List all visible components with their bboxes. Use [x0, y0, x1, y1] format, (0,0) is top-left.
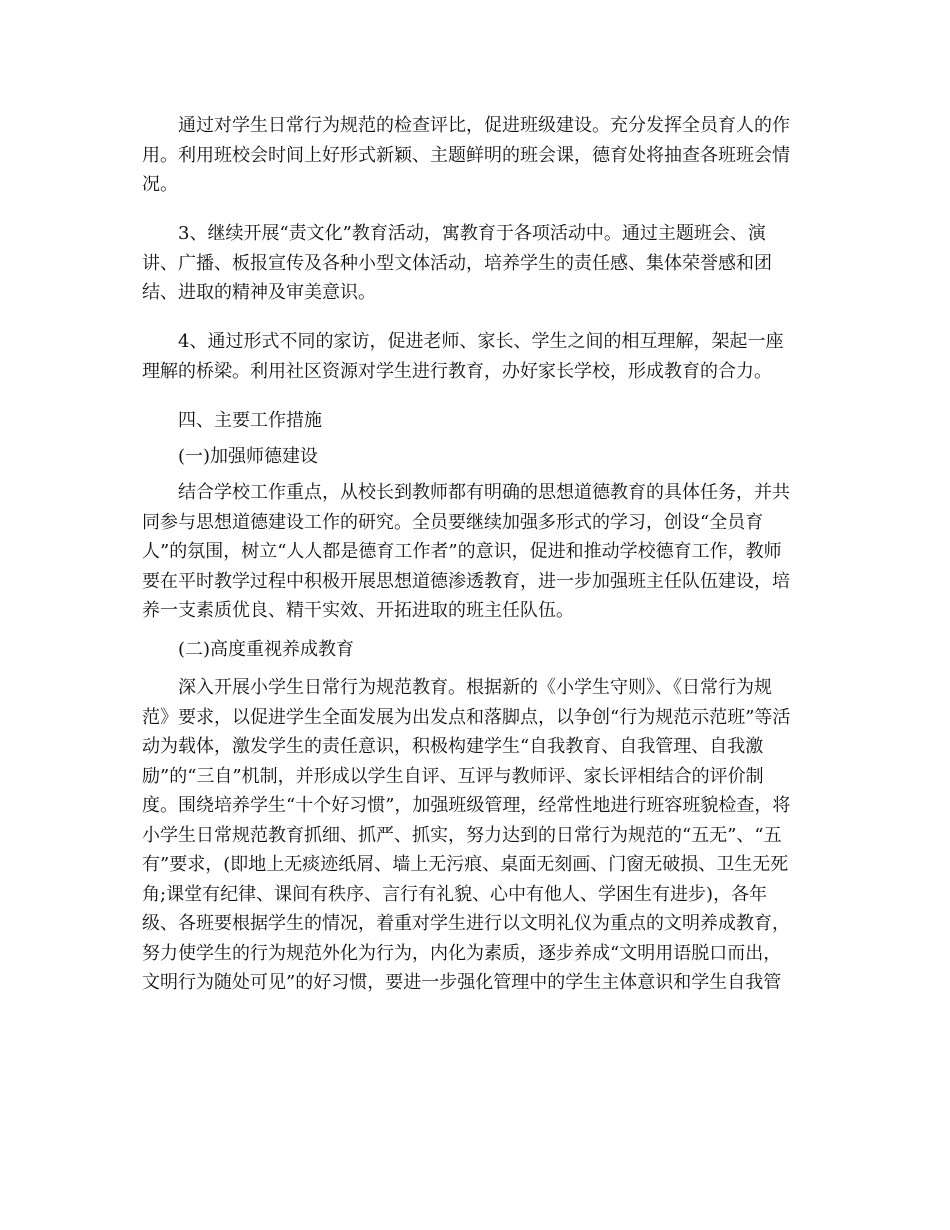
subsection-heading: (一)加强师德建设	[178, 446, 319, 467]
text-line: 角;课堂有纪律、课间有秩序、言行有礼貌、心中有他人、学困生有进步)，各年	[142, 884, 768, 905]
text-line: 励”的“三自”机制，并形成以学生自评、互评与教师评、家长评相结合的评价制	[142, 766, 764, 787]
text-line: 人”的氛围，树立“人人都是德育工作者”的意识，促进和推动学校德育工作，教师	[142, 541, 782, 562]
text-line: 有”要求，(即地上无痰迹纸屑、墙上无污痕、桌面无刻画、门窗无破损、卫生无死	[142, 854, 789, 875]
subsection-heading: (二)高度重视养成教育	[178, 639, 355, 660]
text-line: 同参与思想道德建设工作的研究。全员要继续加强多形式的学习，创设“全员育	[142, 512, 764, 533]
text-line: 文明行为随处可见”的好习惯，要进一步强化管理中的学生主体意识和学生自我管	[142, 972, 782, 993]
text-line: 用。利用班校会时间上好形式新颖、主题鲜明的班会课，德育处将抽查各班班会情	[142, 145, 790, 166]
text-line: 结合学校工作重点，从校长到教师都有明确的思想道德教育的具体任务，并共	[178, 482, 790, 503]
text-line: 养一支素质优良、精干实效、开拓进取的班主任队伍。	[142, 600, 574, 621]
text-line: 结、进取的精神及审美意识。	[142, 282, 376, 303]
text-line: 动为载体，激发学生的责任意识，积极构建学生“自我教育、自我管理、自我激	[142, 736, 764, 757]
text-line: 要在平时教学过程中积极开展思想道德渗透教育，进一步加强班主任队伍建设，培	[142, 571, 790, 592]
section-heading: 四、主要工作措施	[178, 410, 322, 431]
text-line: 况。	[142, 174, 178, 195]
text-line: 努力使学生的行为规范外化为行为，内化为素质，逐步养成“文明用语脱口而出，	[142, 943, 782, 964]
text-line: 3、继续开展“责文化”教育活动，寓教育于各项活动中。通过主题班会、演	[178, 223, 766, 244]
text-line: 4、通过形式不同的家访，促进老师、家长、学生之间的相互理解，架起一座	[178, 331, 784, 352]
text-line: 级、各班要根据学生的情况，着重对学生进行以文明礼仪为重点的文明养成教育，	[142, 913, 790, 934]
text-line: 深入开展小学生日常行为规范教育。根据新的《小学生守则》、《日常行为规	[178, 677, 772, 698]
text-line: 讲、广播、板报宣传及各种小型文体活动，培养学生的责任感、集体荣誉感和团	[142, 253, 772, 274]
text-line: 通过对学生日常行为规范的检查评比，促进班级建设。充分发挥全员育人的作	[178, 115, 790, 136]
text-line: 小学生日常规范教育抓细、抓严、抓实，努力达到的日常行为规范的“五无”、“五	[142, 825, 782, 846]
text-line: 范》要求，以促进学生全面发展为出发点和落脚点，以争创“行为规范示范班”等活	[142, 707, 791, 728]
text-line: 度。围绕培养学生“十个好习惯”，加强班级管理，经常性地进行班容班貌检查，将	[142, 795, 791, 816]
text-line: 理解的桥梁。利用社区资源对学生进行教育，办好家长学校，形成教育的合力。	[142, 361, 772, 382]
